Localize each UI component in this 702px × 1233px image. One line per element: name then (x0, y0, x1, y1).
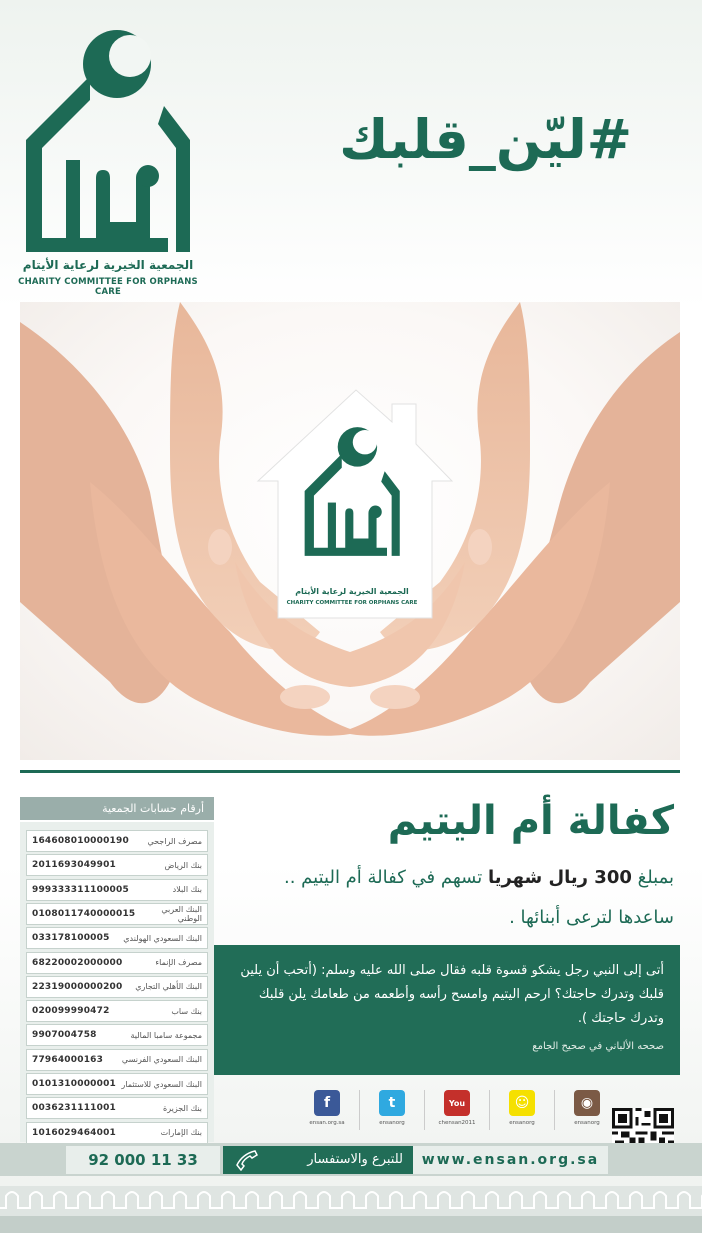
amount-pre: بمبلغ (637, 867, 674, 888)
account-number: 999333311100005 (32, 884, 129, 895)
account-row (26, 830, 208, 852)
bank-name: البنك العربي الوطني (161, 904, 202, 923)
donate-label (223, 1146, 413, 1174)
campaign-amount-line (284, 867, 674, 888)
house-logo-arabic-name: الجمعية الخيرية لرعاية الأيتام (295, 587, 409, 596)
bank-name: بنك البلاد (172, 885, 202, 895)
account-row (26, 1097, 208, 1119)
account-row (26, 903, 208, 925)
youtube-icon: You (444, 1090, 470, 1116)
bank-name: البنك السعودي للاستثمار (121, 1079, 202, 1089)
account-row (26, 1049, 208, 1071)
decorative-pattern (0, 1186, 702, 1216)
bank-name: البنك السعودي الفرنسي (121, 1055, 202, 1065)
section-divider (20, 770, 680, 773)
social-handle: chensan2011 (438, 1120, 476, 1126)
account-row (26, 1000, 208, 1022)
account-number: 033178100005 (32, 933, 110, 944)
bank-name: مصرف الإنماء (155, 958, 202, 967)
social-handle: ensanorg (574, 1120, 600, 1126)
social-handle: ensan.org.sa (309, 1120, 345, 1126)
hadith-source: صححه الألباني في صحيح الجامع (532, 1041, 664, 1052)
bank-name: البنك السعودي الهولندي (123, 933, 202, 943)
bank-name: مصرف الراجحي (147, 836, 202, 846)
logo-arabic-name: الجمعية الخيرية لرعاية الأيتام (22, 258, 194, 272)
website-url[interactable]: www.ensan.org.sa (413, 1146, 608, 1174)
bank-accounts-list (20, 822, 214, 1142)
social-divider (424, 1090, 425, 1130)
instagram-icon: ◉ (574, 1090, 600, 1116)
account-number: 020099990472 (32, 1006, 110, 1017)
bottom-strip (0, 1216, 702, 1233)
twitter-icon: t (379, 1090, 405, 1116)
social-link[interactable] (309, 1090, 345, 1130)
account-row (26, 976, 208, 998)
bank-name: بنك ساب (171, 1006, 202, 1016)
account-row (26, 854, 208, 876)
phone-icon (233, 1149, 259, 1171)
social-divider (554, 1090, 555, 1130)
hashtag-headline: #ليّن_قلبك (339, 108, 632, 171)
bank-name: مجموعة سامبا المالية (130, 1030, 202, 1040)
bank-name: بنك الإمارات (160, 1128, 202, 1138)
hadith-text: أتى إلى النبي رجل يشكو قسوة قلبه فقال صلى الله عليه وسلم: (أتحب أن يلين قلبك وتدرك حاجتك؟ ارحم اليتيم وامسح رأسه وأطعمه من طعامك يلن قلبك وتدرك حاجتك ). (240, 963, 664, 1026)
social-link[interactable] (507, 1090, 537, 1130)
campaign-title: كفالة أم اليتيم (387, 798, 674, 844)
snapchat-icon: ☺ (509, 1090, 535, 1116)
social-link[interactable] (377, 1090, 407, 1130)
account-number: 0036231111001 (32, 1103, 117, 1114)
account-number: 0108011740000015 (32, 908, 136, 919)
account-number: 68220002000000 (32, 957, 123, 968)
account-row (26, 927, 208, 949)
account-number: 2011693049901 (32, 860, 117, 871)
donate-text: للتبرع والاستفسار (307, 1152, 403, 1167)
account-number: 22319000000200 (32, 981, 123, 992)
account-row (26, 952, 208, 974)
account-number: 9907004758 (32, 1030, 97, 1041)
hadith-panel (214, 945, 680, 1075)
amount-value: 300 ريال شهريا (487, 867, 632, 888)
hands-holding-house-photo (20, 302, 680, 760)
social-handle: ensanorg (379, 1120, 405, 1126)
amount-post: تسهم في كفالة أم اليتيم .. (284, 867, 483, 888)
logo-english-name: CHARITY COMMITTEE FOR ORPHANS CARE (18, 277, 198, 297)
social-divider (489, 1090, 490, 1130)
accounts-title: أرقام حسابات الجمعية (20, 797, 214, 820)
account-number: 1016029464001 (32, 1127, 117, 1138)
phone-number[interactable]: 92 000 11 33 (66, 1146, 220, 1174)
account-row (26, 879, 208, 901)
account-number: 0101310000001 (32, 1079, 117, 1089)
facebook-icon: f (314, 1090, 340, 1116)
account-number: 164608010000190 (32, 836, 129, 846)
ensan-logo (18, 28, 198, 290)
account-row (26, 1073, 208, 1095)
bank-name: بنك الرياض (164, 860, 202, 870)
social-handle: ensanorg (509, 1120, 535, 1126)
campaign-call-line: ساعدها لترعى أبنائها . (509, 907, 674, 928)
social-link[interactable] (572, 1090, 602, 1130)
social-link[interactable] (438, 1090, 476, 1130)
house-logo-english-name: CHARITY COMMITTEE FOR ORPHANS CARE (286, 600, 418, 606)
social-links (309, 1090, 602, 1130)
account-row (26, 1024, 208, 1046)
account-row (26, 1122, 208, 1144)
bank-name: البنك الأهلي التجاري (135, 982, 202, 992)
social-divider (359, 1090, 360, 1130)
bank-name: بنك الجزيرة (163, 1103, 202, 1113)
account-number: 77964000163 (32, 1054, 104, 1065)
